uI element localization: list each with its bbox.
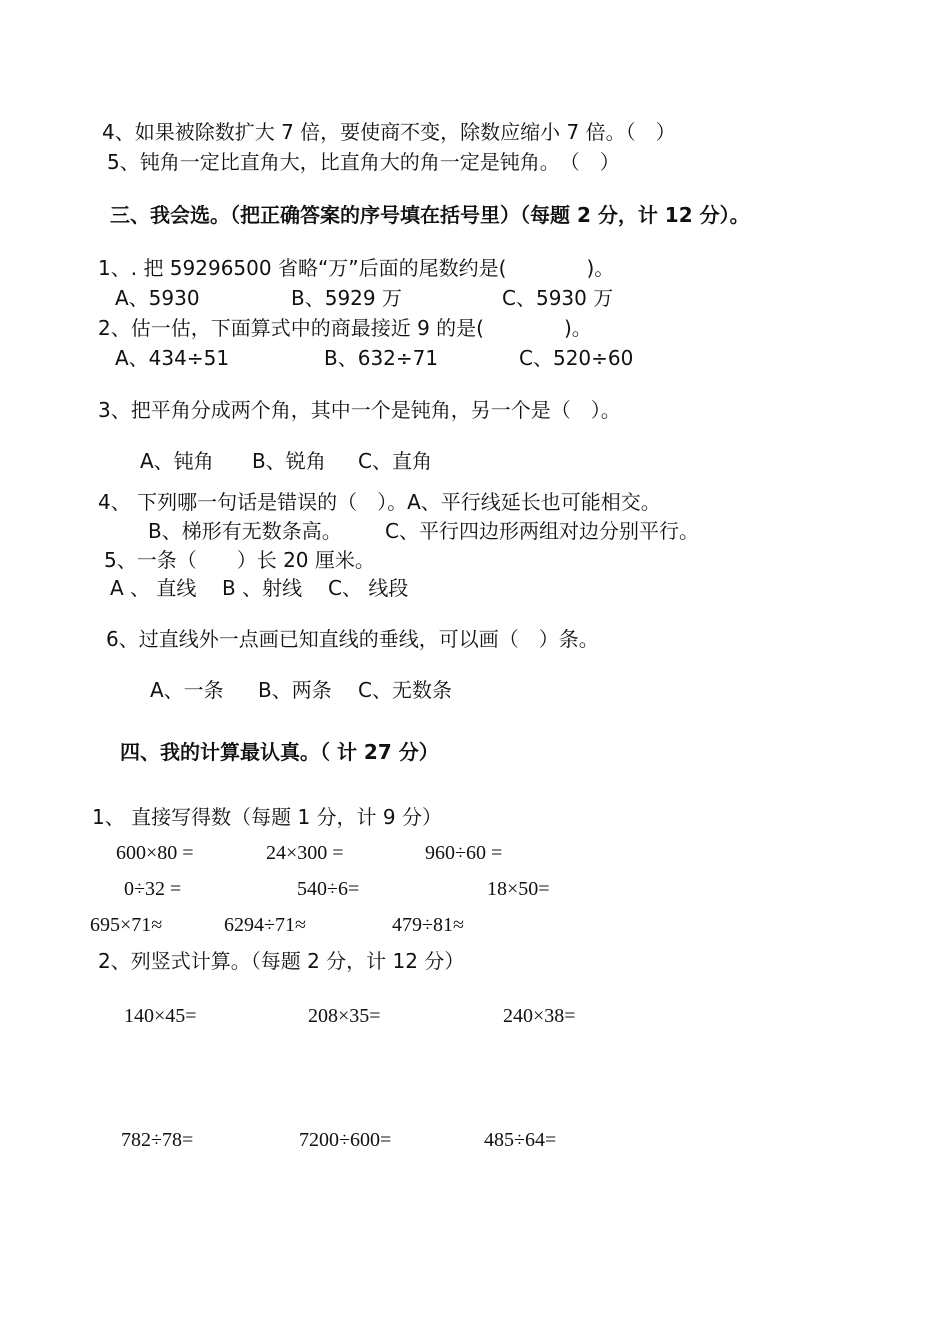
q1-option-a: A、5930 (115, 286, 200, 310)
q2-option-a: A、434÷51 (115, 346, 230, 370)
section-4-heading: 四、我的计算最认真。（ 计 27 分） (120, 740, 439, 764)
choice-question-1: 1、. 把 59296500 省略“万”后面的尾数约是( )。 (98, 256, 615, 280)
vertical-calc-item: 7200÷600= (299, 1129, 392, 1151)
oral-calc-item: 18×50= (487, 878, 550, 900)
q3-option-a: A、钝角 (140, 449, 214, 473)
oral-calc-item: 960÷60 = (425, 842, 503, 864)
q4-option-c: C、平行四边形两组对边分别平行。 (385, 519, 699, 543)
oral-calc-item: 695×71≈ (90, 914, 163, 936)
q5-option-b: B 、射线 (222, 576, 303, 600)
oral-calc-item: 24×300 = (266, 842, 344, 864)
oral-calc-item: 479÷81≈ (392, 914, 464, 936)
choice-question-4: 4、 下列哪一句话是错误的（ ）。A、平行线延长也可能相交。 (98, 490, 661, 514)
vertical-calc-item: 208×35= (308, 1005, 381, 1027)
oral-calc-item: 600×80 = (116, 842, 194, 864)
vertical-calc-item: 240×38= (503, 1005, 576, 1027)
q3-option-b: B、锐角 (252, 449, 326, 473)
choice-question-2: 2、估一估，下面算式中的商最接近 9 的是( )。 (98, 316, 592, 340)
oral-calc-item: 6294÷71≈ (224, 914, 306, 936)
vertical-calc-subheading: 2、列竖式计算。（每题 2 分，计 12 分） (98, 949, 465, 973)
q1-option-c: C、5930 万 (502, 286, 614, 310)
oral-calc-item: 540÷6= (297, 878, 360, 900)
q5-option-c: C、 线段 (328, 576, 409, 600)
vertical-calc-item: 485÷64= (484, 1129, 557, 1151)
q1-option-b: B、5929 万 (291, 286, 402, 310)
choice-question-6: 6、过直线外一点画已知直线的垂线，可以画（ ）条。 (106, 627, 599, 651)
section-3-heading: 三、我会选。（把正确答案的序号填在括号里）（每题 2 分，计 12 分）。 (110, 203, 750, 227)
q6-option-b: B、两条 (258, 678, 332, 702)
oral-calc-item: 0÷32 = (124, 878, 182, 900)
q2-option-c: C、520÷60 (519, 346, 634, 370)
q6-option-c: C、无数条 (358, 678, 452, 702)
judge-question-4: 4、如果被除数扩大 7 倍，要使商不变，除数应缩小 7 倍。（ ） (102, 120, 676, 144)
q3-option-c: C、直角 (358, 449, 432, 473)
vertical-calc-item: 782÷78= (121, 1129, 194, 1151)
choice-question-5: 5、一条（ ）长 20 厘米。 (104, 548, 375, 572)
judge-question-5: 5、钝角一定比直角大，比直角大的角一定是钝角。 （ ） (107, 150, 620, 174)
oral-calc-subheading: 1、 直接写得数（每题 1 分，计 9 分） (92, 805, 442, 829)
q6-option-a: A、一条 (150, 678, 224, 702)
q2-option-b: B、632÷71 (324, 346, 439, 370)
q5-option-a: A 、 直线 (110, 576, 197, 600)
choice-question-3: 3、把平角分成两个角，其中一个是钝角，另一个是（ ）。 (98, 398, 621, 422)
vertical-calc-item: 140×45= (124, 1005, 197, 1027)
q4-option-b: B、梯形有无数条高。 (148, 519, 342, 543)
